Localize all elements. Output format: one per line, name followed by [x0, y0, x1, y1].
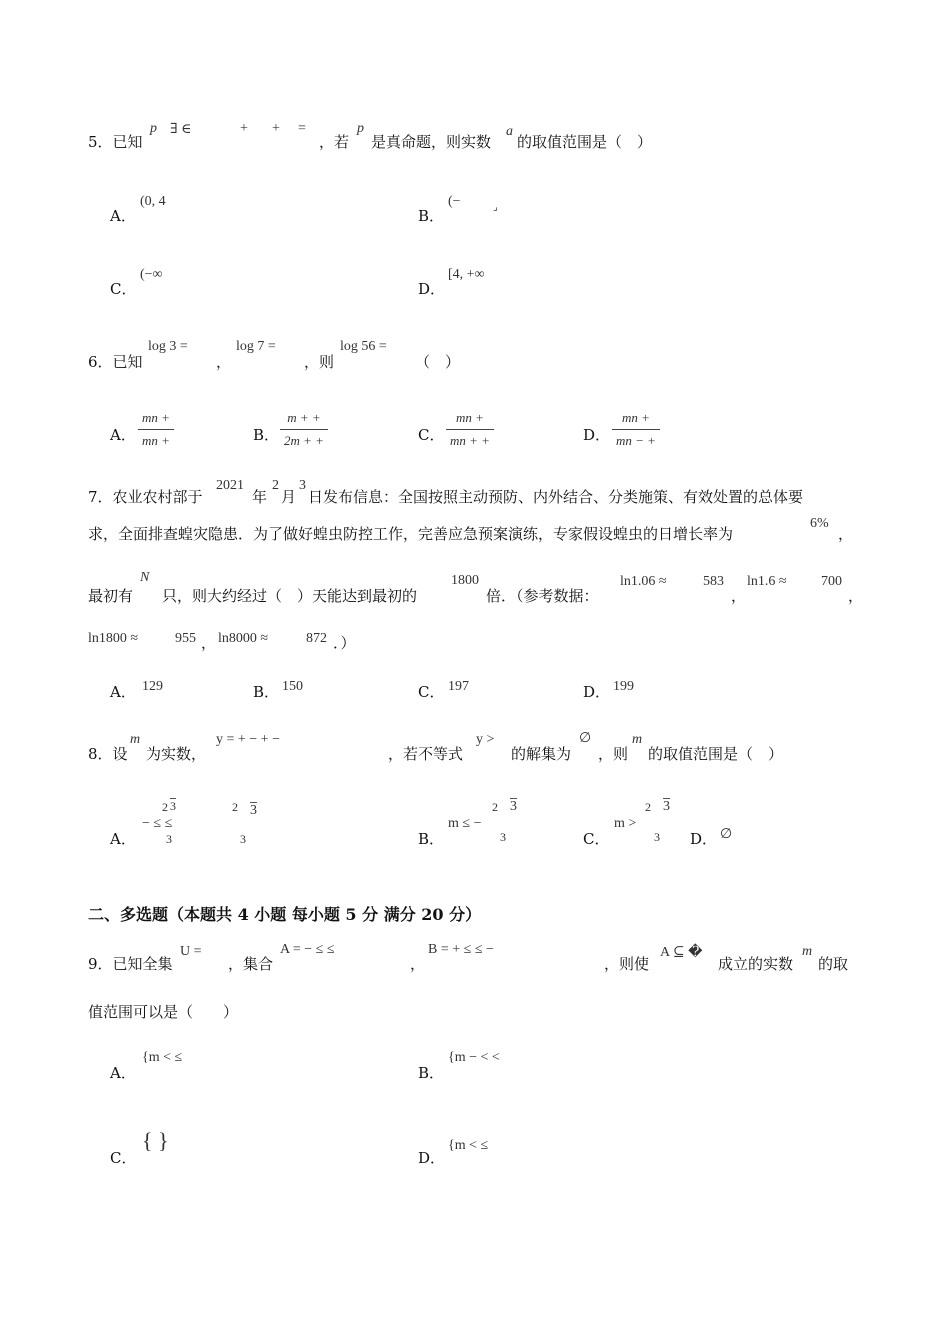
q8-var-m2: m: [632, 732, 643, 747]
q8-empty-set: ∅: [579, 731, 592, 746]
q6-option-d-label: D．: [583, 426, 611, 444]
q7-line1-a: 7．农业农村部于: [88, 488, 203, 506]
q6-option-a-numerator: mn +: [142, 410, 170, 425]
q6-option-a-label: A．: [110, 426, 136, 444]
q9-option-b-math: {m − < <: [448, 1050, 500, 1065]
section-2-heading: 二、多选题（本题共 4 小题 每小题 5 分 满分 20 分）: [88, 905, 482, 924]
q5-text2: 是真命题，则实数: [371, 133, 492, 151]
q7-comma1: ，: [731, 587, 747, 605]
q9-option-c-label: C．: [110, 1149, 137, 1167]
q8-option-a-two-1: 2: [162, 800, 168, 814]
q9-line2: 值范围可以是（ ）: [88, 1003, 239, 1021]
q7-option-c-label: C．: [418, 683, 445, 701]
q8-inequality: y >: [476, 732, 495, 747]
q7-end: ．）: [333, 634, 356, 652]
q7-option-d-label: D．: [583, 683, 611, 701]
q7-line2-b: ，: [838, 525, 854, 543]
q7-option-c-value: 197: [448, 679, 469, 694]
q7-line1-b: 年: [252, 488, 268, 506]
q6-stem-label: 6．已知: [88, 353, 143, 371]
q5-exists: ∃ ∈: [170, 122, 192, 137]
q5-var-p: p: [150, 121, 157, 136]
q8-option-a-sqrt-1: 3: [170, 799, 176, 813]
q9-option-d-label: D．: [418, 1149, 446, 1167]
q7-line3-b: 只，则大约经过（ ）天能达到最初的: [162, 587, 418, 605]
q8-option-b-math: m ≤ −: [448, 816, 482, 831]
q5-var-p2: p: [357, 121, 364, 136]
q6-option-d-fraction: [612, 410, 660, 449]
q5-option-d-math: [4, +∞: [448, 267, 485, 282]
q9-text4: 的取: [818, 955, 849, 973]
q9-text2: ，则使: [604, 955, 650, 973]
q9-text3: 成立的实数: [718, 955, 794, 973]
q6-option-b-fraction: [280, 410, 328, 449]
q8-option-b-label: B．: [418, 830, 445, 848]
q8-text1: 为实数，: [146, 745, 207, 763]
q6-log7: log 7 =: [236, 339, 276, 354]
q7-comma2: ，: [848, 587, 864, 605]
q8-option-b-sqrt: 3: [510, 799, 517, 814]
q7-option-b-value: 150: [282, 679, 303, 694]
q6-option-c-label: C．: [418, 426, 445, 444]
q5-option-c-math: (−∞: [140, 267, 163, 282]
q9-option-b-label: B．: [418, 1064, 445, 1082]
q9-option-d-math: {m < ≤: [448, 1138, 489, 1153]
q5-option-d-label: D．: [418, 280, 446, 298]
q6-tail: （ ）: [415, 353, 461, 371]
q5-equals: =: [298, 121, 306, 136]
q7-ln8000-value: 872: [306, 631, 327, 646]
q7-ln1800-value: 955: [175, 631, 196, 646]
q7-option-d-value: 199: [613, 679, 634, 694]
q8-option-b-two: 2: [492, 800, 498, 814]
q8-option-c-sqrt: 3: [663, 799, 670, 814]
q8-option-d-label: D．: [690, 830, 718, 848]
q8-text2: ，若不等式: [388, 745, 464, 763]
q6-option-b-denominator: 2m + +: [284, 433, 324, 448]
q5-mid: ，若: [319, 133, 350, 151]
q8-stem-label: 8．设: [88, 745, 128, 763]
q7-option-a-label: A．: [110, 683, 136, 701]
q6-sep2: ，则: [304, 353, 335, 371]
q8-y-expression: y = + − + −: [216, 732, 280, 747]
q9-set-b: B = + ≤ ≤ −: [428, 942, 494, 957]
q8-text3: 的解集为: [511, 745, 572, 763]
q7-day: 3: [299, 478, 306, 493]
q6-log56: log 56 =: [340, 339, 387, 354]
q7-ln106: ln1.06 ≈: [620, 574, 667, 589]
q5-text3: 的取值范围是（ ）: [517, 133, 653, 151]
q7-year: 2021: [216, 478, 244, 493]
q9-stem-label: 9．已知全集: [88, 955, 173, 973]
q8-option-d-math: ∅: [720, 827, 733, 842]
q6-sep1: ，: [216, 353, 232, 371]
q6-option-c-denominator: mn + +: [450, 433, 490, 448]
q6-log3: log 3 =: [148, 339, 188, 354]
q6-option-b-numerator: m + +: [287, 410, 321, 425]
q9-subset-expr: A ⊆ �: [660, 945, 703, 960]
q7-ln16-value: 700: [821, 574, 842, 589]
q8-option-a-math: − ≤ ≤: [142, 816, 173, 831]
q7-month: 2: [272, 478, 279, 493]
q6-option-a-fraction: [138, 410, 174, 449]
q5-plus1: +: [240, 121, 248, 136]
q7-var-n: N: [140, 570, 150, 585]
q7-line1-c: 月: [281, 488, 297, 506]
q6-option-c-fraction: [446, 410, 494, 449]
q7-ln1800: ln1800 ≈: [88, 631, 139, 646]
q7-ln106-value: 583: [703, 574, 724, 589]
q8-option-a-three-2: 3: [240, 832, 246, 846]
q6-option-d-numerator: mn +: [622, 410, 650, 425]
q7-comma3: ，: [201, 634, 217, 652]
q9-universal-set: U =: [180, 944, 202, 959]
q6-option-b-label: B．: [253, 426, 280, 444]
q7-multiple: 1800: [451, 573, 479, 588]
q9-var-m: m: [802, 944, 813, 959]
q8-option-a-two-2: 2: [232, 800, 238, 814]
q6-option-d-denominator: mn − +: [616, 433, 656, 448]
q7-percent: 6%: [810, 516, 829, 531]
q8-option-a-three-1: 3: [166, 832, 172, 846]
q8-option-c-label: C．: [583, 830, 610, 848]
q8-var-m: m: [130, 732, 141, 747]
q9-sep: ，: [410, 955, 426, 973]
q7-option-b-label: B．: [253, 683, 280, 701]
q8-option-c-two: 2: [645, 800, 651, 814]
q7-line3-c: 倍．（参考数据：: [486, 587, 599, 605]
q8-option-b-three: 3: [500, 830, 506, 844]
q5-option-a-label: A．: [110, 207, 136, 225]
q5-option-b-tail: ⌟: [493, 202, 498, 213]
q6-option-a-denominator: mn +: [142, 433, 170, 448]
q5-option-c-label: C．: [110, 280, 137, 298]
q9-set-a: A = − ≤ ≤: [280, 942, 335, 957]
q9-option-c-math: { }: [142, 1128, 169, 1153]
q5-stem-label: 5．已知: [88, 133, 143, 151]
q7-option-a-value: 129: [142, 679, 163, 694]
q5-var-a: a: [506, 124, 513, 139]
q5-option-a-math: (0, 4: [140, 194, 166, 209]
q7-ln8000: ln8000 ≈: [218, 631, 269, 646]
q5-option-b-label: B．: [418, 207, 445, 225]
q9-text1: ，集合: [228, 955, 274, 973]
q8-option-c-three: 3: [654, 830, 660, 844]
q9-option-a-label: A．: [110, 1064, 136, 1082]
q9-option-a-math: {m < ≤: [142, 1050, 183, 1065]
q5-option-b-math: (−: [448, 194, 461, 209]
q7-line2-a: 求，全面排查蝗灾隐患．为了做好蝗虫防控工作，完善应急预案演练，专家假设蝗虫的日增长率为: [88, 525, 734, 543]
q8-option-a-label: A．: [110, 830, 136, 848]
q8-text4: ，则: [598, 745, 629, 763]
q6-option-c-numerator: mn +: [456, 410, 484, 425]
q8-option-a-sqrt-2: 3: [250, 803, 257, 818]
q8-option-c-math: m >: [614, 816, 637, 831]
q5-plus2: +: [272, 121, 280, 136]
q8-text5: 的取值范围是（ ）: [648, 745, 784, 763]
q7-line3-a: 最初有: [88, 587, 134, 605]
q7-ln16: ln1.6 ≈: [747, 574, 787, 589]
q7-line1-d: 日发布信息：全国按照主动预防、内外结合、分类施策、有效处置的总体要: [308, 488, 804, 506]
